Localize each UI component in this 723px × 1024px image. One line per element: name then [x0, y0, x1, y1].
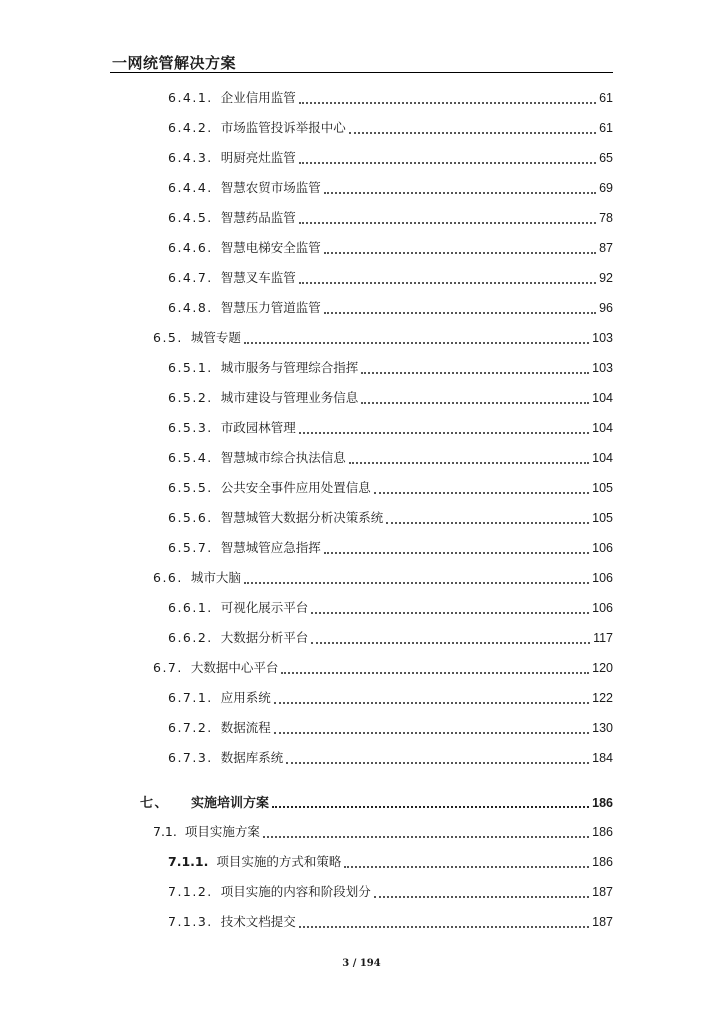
toc-dot-leader	[324, 251, 596, 254]
toc-entry[interactable]	[153, 328, 613, 348]
toc-dot-leader	[299, 431, 589, 434]
toc-entry-page: 130	[592, 721, 613, 735]
toc-entry-number: 6.6.1.	[168, 600, 213, 615]
toc-entry[interactable]	[168, 538, 613, 558]
toc-entry-page: 106	[592, 601, 613, 615]
toc-dot-leader	[299, 925, 589, 928]
toc-entry-title: 城管专题	[190, 330, 241, 345]
toc-entry-page: 92	[599, 271, 613, 285]
toc-entry-title: 城市建设与管理业务信息	[220, 390, 359, 405]
toc-entry-page: 87	[599, 241, 613, 255]
toc-entry[interactable]	[168, 358, 613, 378]
toc-entry-title: 市政园林管理	[220, 420, 296, 435]
toc-entry-page: 187	[592, 885, 613, 899]
toc-entry-page: 103	[592, 361, 613, 375]
toc-entry-title: 城市大脑	[190, 570, 241, 585]
toc-entry-page: 186	[592, 855, 613, 869]
toc-entry-page: 184	[592, 751, 613, 765]
toc-entry-title: 智慧电梯安全监管	[220, 240, 321, 255]
toc-entry-number: 7.1.3.	[168, 914, 213, 929]
toc-entry-title: 智慧城管大数据分析决策系统	[220, 510, 384, 525]
toc-entry[interactable]	[168, 912, 613, 932]
toc-entry-page: 104	[592, 391, 613, 405]
document-header-title: 一网统管解决方案	[112, 54, 237, 72]
toc-dot-leader	[272, 805, 589, 808]
toc-entry-page: 186	[592, 825, 613, 839]
toc-entry-title: 企业信用监管	[220, 90, 296, 105]
toc-entry[interactable]	[168, 688, 613, 708]
toc-entry-number: 6.7.1.	[168, 690, 213, 705]
toc-dot-leader	[311, 611, 589, 614]
toc-entry-title: 数据库系统	[220, 750, 284, 765]
toc-entry-number: 6.6.	[153, 570, 183, 585]
toc-entry-number: 6.5.7.	[168, 540, 213, 555]
toc-dot-leader	[299, 221, 596, 224]
toc-entry-number: 6.4.7.	[168, 270, 213, 285]
toc-entry-number: 6.7.3.	[168, 750, 213, 765]
toc-entry-number: 7.1.1.	[168, 854, 209, 869]
toc-dot-leader	[274, 701, 589, 704]
toc-entry[interactable]	[168, 418, 613, 438]
toc-dot-leader	[386, 521, 589, 524]
toc-entry[interactable]	[168, 598, 613, 618]
toc-entry-title: 数据流程	[220, 720, 271, 735]
toc-entry[interactable]	[168, 88, 613, 108]
toc-entry-title: 项目实施的内容和阶段划分	[220, 884, 371, 899]
toc-entry-page: 69	[599, 181, 613, 195]
toc-dot-leader	[299, 101, 596, 104]
toc-entry[interactable]	[140, 792, 613, 812]
toc-dot-leader	[324, 551, 589, 554]
toc-entry-number: 6.5.1.	[168, 360, 213, 375]
toc-entry-title: 智慧药品监管	[220, 210, 296, 225]
toc-entry-number: 6.4.4.	[168, 180, 213, 195]
toc-entry-page: 122	[592, 691, 613, 705]
toc-dot-leader	[361, 401, 589, 404]
toc-entry-title: 城市服务与管理综合指挥	[220, 360, 359, 375]
toc-entry[interactable]	[168, 238, 613, 258]
toc-entry[interactable]	[168, 298, 613, 318]
page-indicator: 3 / 194	[342, 958, 381, 969]
toc-entry-number: 6.7.	[153, 660, 183, 675]
toc-entry-page: 104	[592, 451, 613, 465]
toc-entry[interactable]	[153, 658, 613, 678]
toc-entry[interactable]	[153, 568, 613, 588]
toc-dot-leader	[361, 371, 589, 374]
toc-entry-page: 186	[592, 796, 613, 810]
toc-entry-title: 项目实施的方式和策略	[216, 854, 342, 869]
toc-entry-page: 96	[599, 301, 613, 315]
toc-entry-number: 7.1.2.	[168, 884, 213, 899]
toc-entry-number: 6.5.3.	[168, 420, 213, 435]
toc-entry-number: 7.1.	[153, 824, 177, 839]
toc-entry[interactable]	[168, 208, 613, 228]
toc-entry-page: 105	[592, 511, 613, 525]
toc-entry[interactable]	[168, 508, 613, 528]
toc-entry-page: 78	[599, 211, 613, 225]
toc-entry-number: 6.5.4.	[168, 450, 213, 465]
toc-dot-leader	[286, 761, 589, 764]
toc-entry-number: 6.5.6.	[168, 510, 213, 525]
toc-entry-title: 应用系统	[220, 690, 271, 705]
toc-entry-page: 120	[592, 661, 613, 675]
toc-entry-number: 6.4.5.	[168, 210, 213, 225]
toc-dot-leader	[263, 835, 589, 838]
toc-entry-number: 七、	[140, 796, 170, 811]
toc-dot-leader	[274, 731, 589, 734]
toc-entry-number: 6.5.	[153, 330, 183, 345]
toc-entry-number: 6.5.5.	[168, 480, 213, 495]
toc-entry-page: 104	[592, 421, 613, 435]
toc-entry-number: 6.4.3.	[168, 150, 213, 165]
toc-entry-number: 6.4.2.	[168, 120, 213, 135]
toc-entry[interactable]	[168, 268, 613, 288]
toc-entry-number: 6.4.6.	[168, 240, 213, 255]
toc-dot-leader	[244, 581, 589, 584]
toc-entry-page: 103	[592, 331, 613, 345]
toc-entry-title: 智慧压力管道监管	[220, 300, 321, 315]
toc-entry-number: 6.6.2.	[168, 630, 213, 645]
toc-dot-leader	[299, 281, 596, 284]
toc-entry-title: 可视化展示平台	[220, 600, 309, 615]
toc-entry-number: 6.4.1.	[168, 90, 213, 105]
toc-dot-leader	[349, 131, 596, 134]
toc-dot-leader	[349, 461, 589, 464]
toc-entry-title: 智慧叉车监管	[220, 270, 296, 285]
toc-dot-leader	[374, 895, 589, 898]
toc-dot-leader	[324, 191, 596, 194]
toc-dot-leader	[324, 311, 596, 314]
toc-entry[interactable]	[153, 822, 613, 842]
toc-entry[interactable]	[168, 148, 613, 168]
toc-entry-title: 明厨亮灶监管	[220, 150, 296, 165]
toc-entry-title: 大数据中心平台	[190, 660, 279, 675]
toc-entry-title: 智慧城管应急指挥	[220, 540, 321, 555]
toc-entry[interactable]	[168, 748, 613, 768]
toc-entry-title: 智慧城市综合执法信息	[220, 450, 346, 465]
toc-entry-title: 智慧农贸市场监管	[220, 180, 321, 195]
toc-entry[interactable]	[168, 118, 613, 138]
toc-dot-leader	[299, 161, 596, 164]
toc-entry[interactable]	[168, 178, 613, 198]
toc-entry[interactable]	[168, 478, 613, 498]
toc-entry-page: 187	[592, 915, 613, 929]
toc-entry-title: 市场监管投诉举报中心	[220, 120, 346, 135]
toc-entry-page: 61	[599, 121, 613, 135]
toc-entry-page: 106	[592, 571, 613, 585]
toc-entry-page: 117	[593, 631, 613, 645]
toc-dot-leader	[311, 641, 590, 644]
toc-entry[interactable]	[168, 448, 613, 468]
toc-entry[interactable]	[168, 628, 613, 648]
toc-dot-leader	[344, 865, 589, 868]
toc-entry-number: 6.7.2.	[168, 720, 213, 735]
toc-dot-leader	[244, 341, 589, 344]
toc-entry[interactable]	[168, 852, 613, 872]
toc-entry-number: 6.4.8.	[168, 300, 213, 315]
toc-entry-page: 106	[592, 541, 613, 555]
toc-entry-page: 61	[599, 91, 613, 105]
toc-entry[interactable]	[168, 882, 613, 902]
toc-entry-title: 大数据分析平台	[220, 630, 309, 645]
toc-entry-title: 公共安全事件应用处置信息	[220, 480, 371, 495]
toc-entry-number: 6.5.2.	[168, 390, 213, 405]
toc-dot-leader	[374, 491, 589, 494]
toc-entry-page: 105	[592, 481, 613, 495]
header-divider	[110, 72, 613, 73]
toc-entry-title: 项目实施方案	[184, 824, 260, 839]
toc-entry[interactable]	[168, 388, 613, 408]
toc-entry-page: 65	[599, 151, 613, 165]
toc-dot-leader	[281, 671, 589, 674]
toc-entry-title: 技术文档提交	[220, 914, 296, 929]
toc-entry[interactable]	[168, 718, 613, 738]
toc-entry-title: 实施培训方案	[191, 796, 270, 811]
